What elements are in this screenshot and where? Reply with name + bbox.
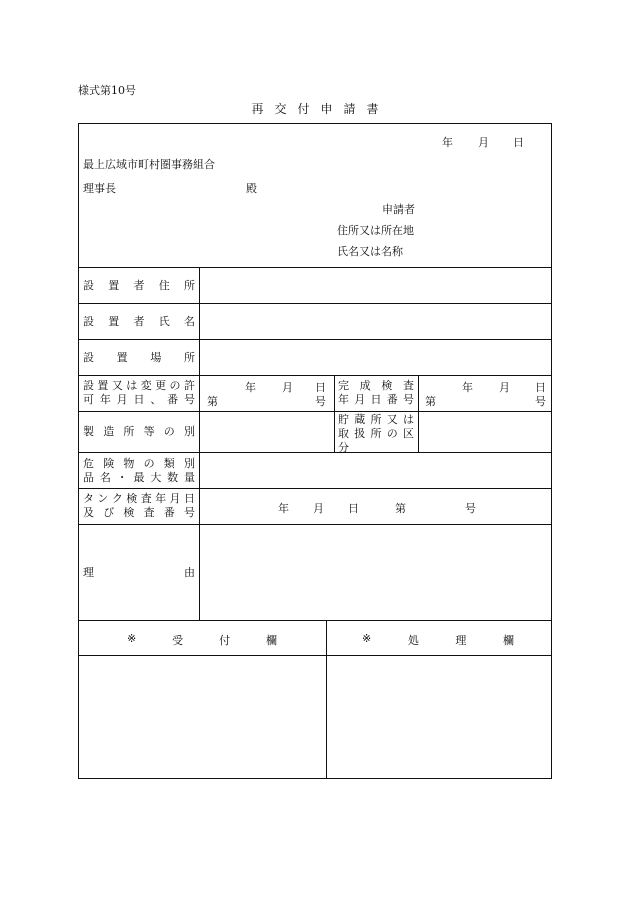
page-title: 再交付申請書 [251, 102, 390, 116]
processing-column-header: ※ 処 理 欄 [362, 632, 514, 647]
permit-date-label: 設 置 又 は 変 更 の 許 可 年 月 日 、 番 号 [83, 379, 195, 406]
row-divider [78, 303, 552, 304]
date-day-label: 日 [513, 136, 524, 149]
completion-inspection-label: 完 成 検 査 年 月 日 番 号 [338, 379, 414, 406]
hazmat-class-label: 危 険 物 の 類 別 品 名 ・ 最 大 数 量 [83, 457, 195, 484]
row-divider [78, 524, 552, 525]
tank-day-unit: 日 [348, 502, 359, 515]
reason-label: 理 由 [83, 566, 195, 579]
completion-number-suffix: 号 [535, 395, 546, 408]
tank-number-prefix: 第 [395, 502, 406, 515]
row-divider [78, 339, 552, 340]
row-divider [78, 452, 552, 453]
row-divider [78, 655, 552, 656]
permit-number-suffix: 号 [315, 395, 326, 408]
tank-year-unit: 年 [278, 502, 289, 515]
row-divider [78, 411, 552, 412]
applicant-label: 申請者 [382, 203, 415, 216]
recipient-title: 理事長 [83, 182, 116, 195]
permit-day-unit: 日 [315, 381, 326, 394]
tank-number-suffix: 号 [465, 502, 476, 515]
facility-type-label: 製 造 所 等 の 別 [83, 425, 195, 438]
row-divider [78, 267, 552, 268]
permit-number-prefix: 第 [207, 395, 218, 408]
row-divider [78, 620, 552, 621]
applicant-address-label: 住所又は所在地 [337, 224, 414, 237]
installation-site-label: 設 置 場 所 [83, 351, 195, 364]
label-column-divider [199, 267, 200, 620]
completion-day-unit: 日 [535, 381, 546, 394]
row-divider [78, 488, 552, 489]
honorific-label: 殿 [246, 182, 257, 195]
reception-column-header: ※ 受 付 欄 [127, 632, 277, 647]
footer-column-divider [326, 620, 327, 779]
application-form-frame [78, 123, 552, 779]
installer-name-label: 設 置 者 氏 名 [83, 315, 195, 328]
permit-year-unit: 年 [245, 381, 256, 394]
applicant-name-label: 氏名又は名称 [337, 245, 403, 258]
tank-inspection-label: タ ン ク 検 査 年 月 日 及 び 検 査 番 号 [83, 492, 195, 519]
completion-year-unit: 年 [462, 381, 473, 394]
permit-month-unit: 月 [282, 381, 293, 394]
right-column-divider [418, 375, 419, 452]
organization-name: 最上広域市町村圏事務組合 [83, 158, 215, 171]
row-divider [78, 375, 552, 376]
tank-month-unit: 月 [313, 502, 324, 515]
storage-category-label: 貯 蔵 所 又 は 取 扱 所 の 区 分 [338, 413, 414, 454]
form-number: 様式第10号 [78, 84, 136, 97]
middle-column-divider [334, 375, 335, 452]
date-year-label: 年 [442, 136, 453, 149]
completion-month-unit: 月 [499, 381, 510, 394]
installer-address-label: 設 置 者 住 所 [83, 279, 195, 292]
completion-number-prefix: 第 [425, 395, 436, 408]
date-month-label: 月 [478, 136, 489, 149]
